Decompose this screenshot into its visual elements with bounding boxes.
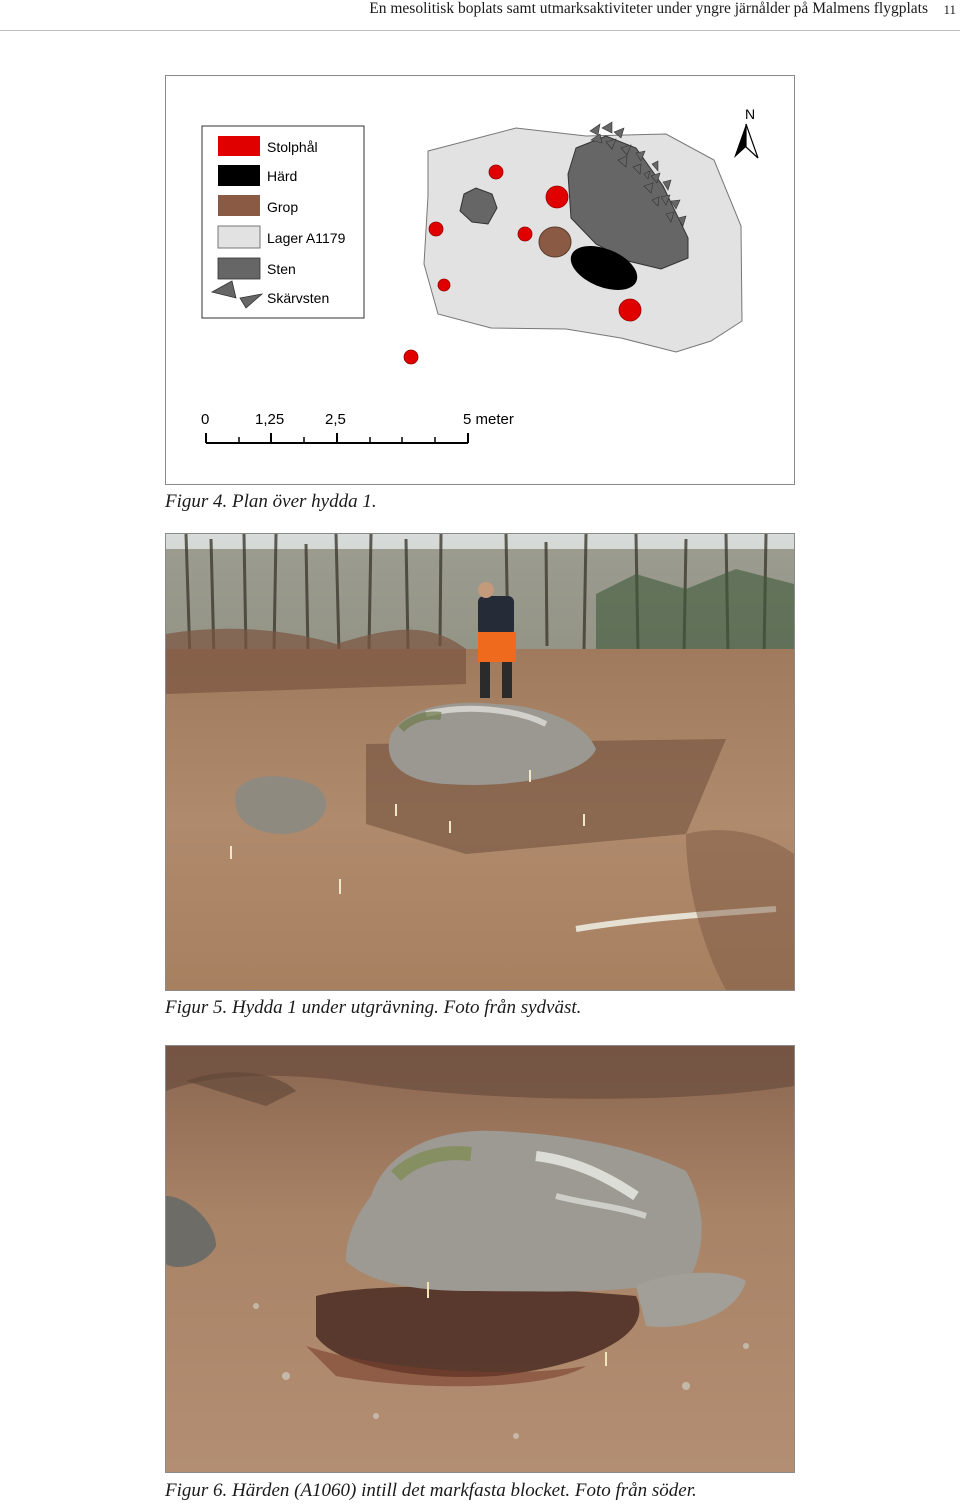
north-label: N bbox=[745, 106, 756, 122]
posthole bbox=[489, 165, 503, 179]
north-arrow-icon bbox=[734, 124, 758, 158]
figure-6-caption: Figur 6. Härden (A1060) intill det markfasta blocket. Foto från söder. bbox=[165, 1480, 697, 1501]
legend-swatch-hard bbox=[218, 165, 260, 186]
legend-label: Lager A1179 bbox=[267, 230, 346, 246]
posthole bbox=[518, 227, 532, 241]
scale-label: 2,5 bbox=[325, 411, 346, 428]
running-header bbox=[0, 0, 960, 31]
scale-bar bbox=[201, 411, 514, 443]
posthole bbox=[429, 222, 443, 236]
figure-5-photo bbox=[165, 533, 795, 991]
page-number: 11 bbox=[943, 2, 956, 17]
legend-swatch-sten bbox=[218, 258, 260, 279]
header-title: En mesolitisk boplats samt utmarksaktiviteter under yngre järnålder på Malmens flygplats bbox=[369, 0, 928, 17]
legend-label: Skärvsten bbox=[267, 290, 330, 306]
posthole bbox=[619, 299, 641, 321]
posthole bbox=[404, 350, 418, 364]
scale-label: 0 bbox=[201, 411, 210, 428]
legend-swatch-lager bbox=[218, 226, 260, 248]
legend-swatch-grop bbox=[218, 195, 260, 216]
pit bbox=[539, 227, 571, 257]
legend-label: Stolphål bbox=[267, 139, 318, 155]
figure-6-photo bbox=[165, 1045, 795, 1473]
scale-label: 1,25 bbox=[255, 411, 285, 428]
scale-label: 5 meter bbox=[463, 411, 514, 428]
figure-5-caption: Figur 5. Hydda 1 under utgrävning. Foto från sydväst. bbox=[165, 997, 582, 1018]
figure-4-plan bbox=[165, 75, 795, 485]
legend-label: Härd bbox=[267, 168, 298, 184]
legend-swatch-stolphal bbox=[218, 136, 260, 156]
legend-label: Grop bbox=[267, 199, 299, 215]
posthole bbox=[546, 186, 568, 208]
plan-drawing bbox=[166, 76, 794, 484]
legend-label: Sten bbox=[267, 261, 296, 277]
posthole bbox=[438, 279, 450, 291]
figure-4-caption: Figur 4. Plan över hydda 1. bbox=[165, 491, 377, 512]
